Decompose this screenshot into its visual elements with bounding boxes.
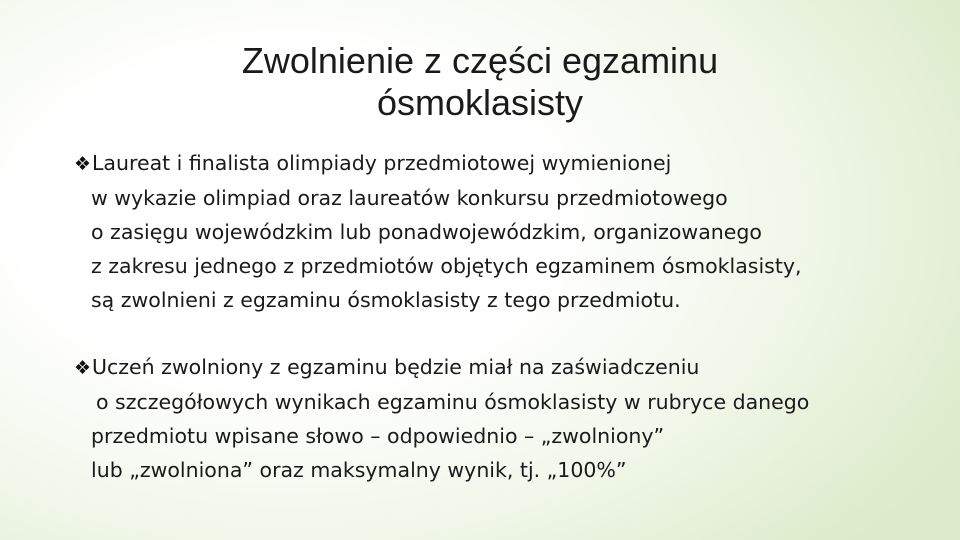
bullet-line: przedmiotu wpisane słowo – odpowiednio – „zwolniony” <box>91 424 665 448</box>
diamond-bullet-icon: ❖ <box>74 153 92 175</box>
bullet-laureate-exemption <box>74 146 802 317</box>
slide-title <box>120 40 840 124</box>
bullet-line <box>74 146 802 181</box>
bullet-text: Uczeń zwolniony z egzaminu będzie miał na zaświadczeniu <box>92 355 700 379</box>
bullet-certificate-entry <box>74 350 809 487</box>
bullet-line: w wykazie olimpiad oraz laureatów konkursu przedmiotowego <box>91 186 728 210</box>
bullet-text: Laureat i finalista olimpiady przedmiotowej wymienionej <box>92 151 672 175</box>
bullet-line: o szczegółowych wynikach egzaminu ósmoklasisty w rubryce danego <box>96 390 810 414</box>
bullet-line: o zasięgu wojewódzkim lub ponadwojewódzkim, organizowanego <box>91 220 762 244</box>
bullet-line: są zwolnieni z egzaminu ósmoklasisty z tego przedmiotu. <box>91 288 681 312</box>
bullet-line: lub „zwolniona” oraz maksymalny wynik, tj. „100%” <box>91 458 627 482</box>
bullet-line <box>74 350 809 385</box>
bullet-line: z zakresu jednego z przedmiotów objętych egzaminem ósmoklasisty, <box>91 254 802 278</box>
slide-title-line-2: ósmoklasisty <box>376 82 584 123</box>
slide-title-line-1: Zwolnienie z części egzaminu <box>241 40 719 81</box>
diamond-bullet-icon: ❖ <box>74 357 92 379</box>
